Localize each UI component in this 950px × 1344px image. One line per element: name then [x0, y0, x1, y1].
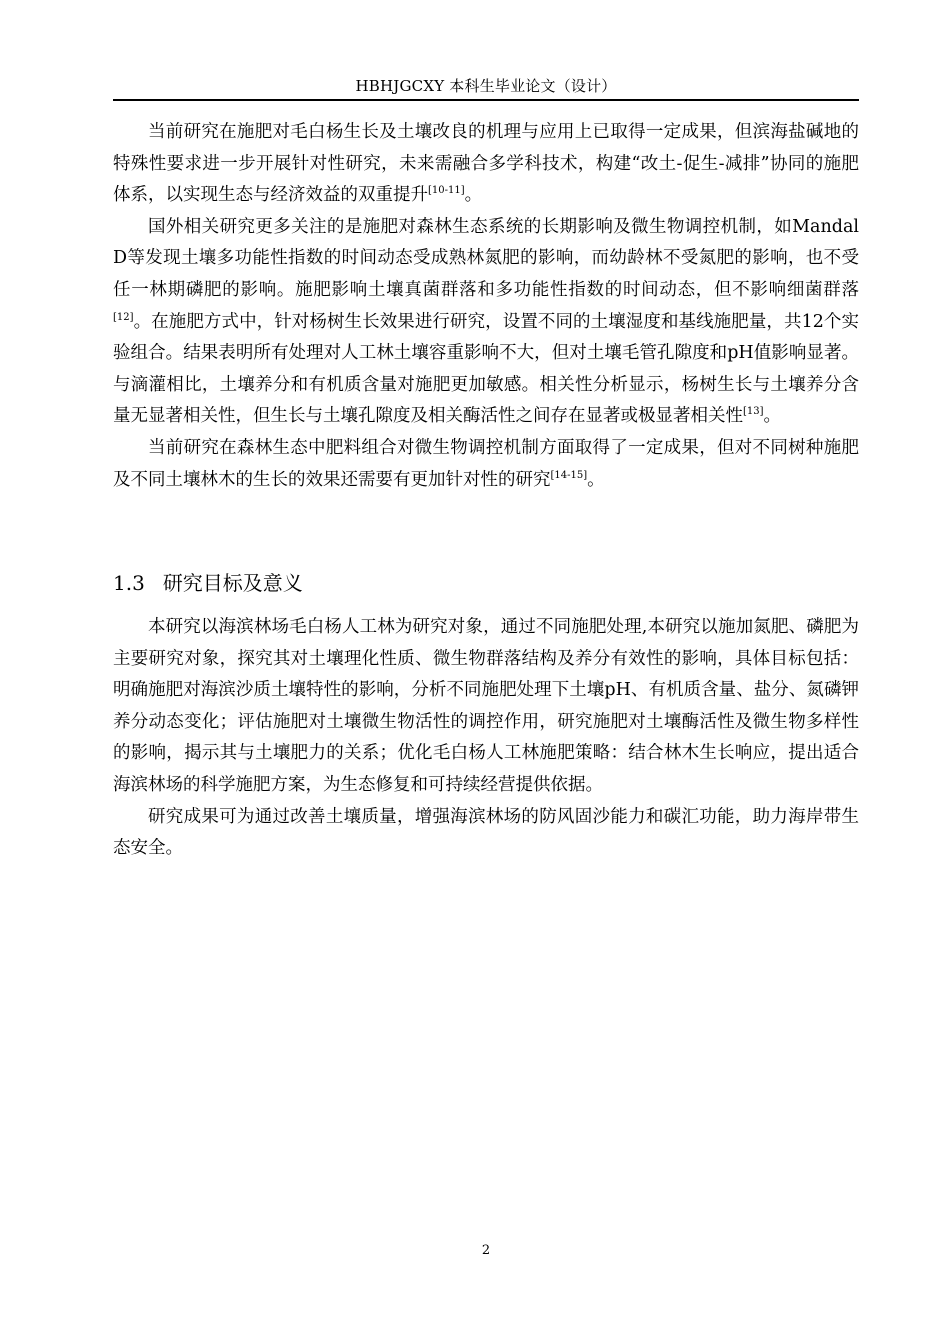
- paragraph: 当前研究在森林生态中肥料组合对微生物调控机制方面取得了一定成果，但对不同树种施肥及不同土壤林木的生长的效果还需要有更加针对性的研究[14-15]。: [113, 437, 859, 490]
- header-rule: [113, 99, 859, 101]
- citation: [10-11]: [428, 185, 465, 197]
- paragraph: 研究成果可为通过改善土壤质量，增强海滨林场的防风固沙能力和碳汇功能，助力海岸带生态安全。: [113, 806, 859, 859]
- paragraph: 当前研究在施肥对毛白杨生长及土壤改良的机理与应用上已取得一定成果，但滨海盐碱地的特殊性要求进一步开展针对性研究，未来需融合多学科技术，构建“改土-促生-减排”协同的施肥体系，以实现生态与经济效益的双重提升[10-11]。: [113, 122, 859, 206]
- section-1-2-body: [113, 117, 859, 496]
- citation: [13]: [743, 406, 764, 418]
- citation: [14-15]: [550, 469, 588, 481]
- section-number: 1.3: [113, 571, 145, 595]
- paragraph: 本研究以海滨林场毛白杨人工林为研究对象，通过不同施肥处理,本研究以施加氮肥、磷肥为主要研究对象，探究其对土壤理化性质、微生物群落结构及养分有效性的影响，具体目标包括：明确施肥对海滨沙质土壤特性的影响，分析不同施肥处理下土壤pH、有机质含量、盐分、氮磷钾养分动态变化；评估施肥对土壤微生物活性的调控作用，研究施肥对土壤酶活性及微生物多样性的影响，揭示其与土壤肥力的关系；优化毛白杨人工林施肥策略：结合林木生长响应，提出适合海滨林场的科学施肥方案，为生态修复和可持续经营提供依据。: [113, 617, 859, 795]
- page-number: 2: [481, 1243, 491, 1258]
- section-title: 研究目标及意义: [162, 571, 303, 595]
- running-header: HBHJGCXY 本科生毕业论文（设计）: [355, 77, 617, 95]
- paragraph: 国外相关研究更多关注的是施肥对森林生态系统的长期影响及微生物调控机制，如Mandal D等发现土壤多功能性指数的时间动态受成熟林氮肥的影响，而幼龄林不受氮肥的影响，也不受任一林期磷肥的影响。施肥影响土壤真菌群落和多功能性指数的时间动态，但不影响细菌群落[12]。在施肥方式中，针对杨树生长效果进行研究，设置不同的土壤湿度和基线施肥量，共12个实验组合。结果表明所有处理对人工林土壤容重影响不大，但对土壤毛管孔隙度和pH值影响显著。与滴灌相比，土壤养分和有机质含量对施肥更加敏感。相关性分析显示，杨树生长与土壤养分含量无显著相关性，但生长与土壤孔隙度及相关酶活性之间存在显著或极显著相关性[13]。: [113, 216, 859, 427]
- citation: [12]: [113, 311, 134, 323]
- section-1-3-body: [113, 612, 859, 865]
- section-heading: [113, 569, 859, 597]
